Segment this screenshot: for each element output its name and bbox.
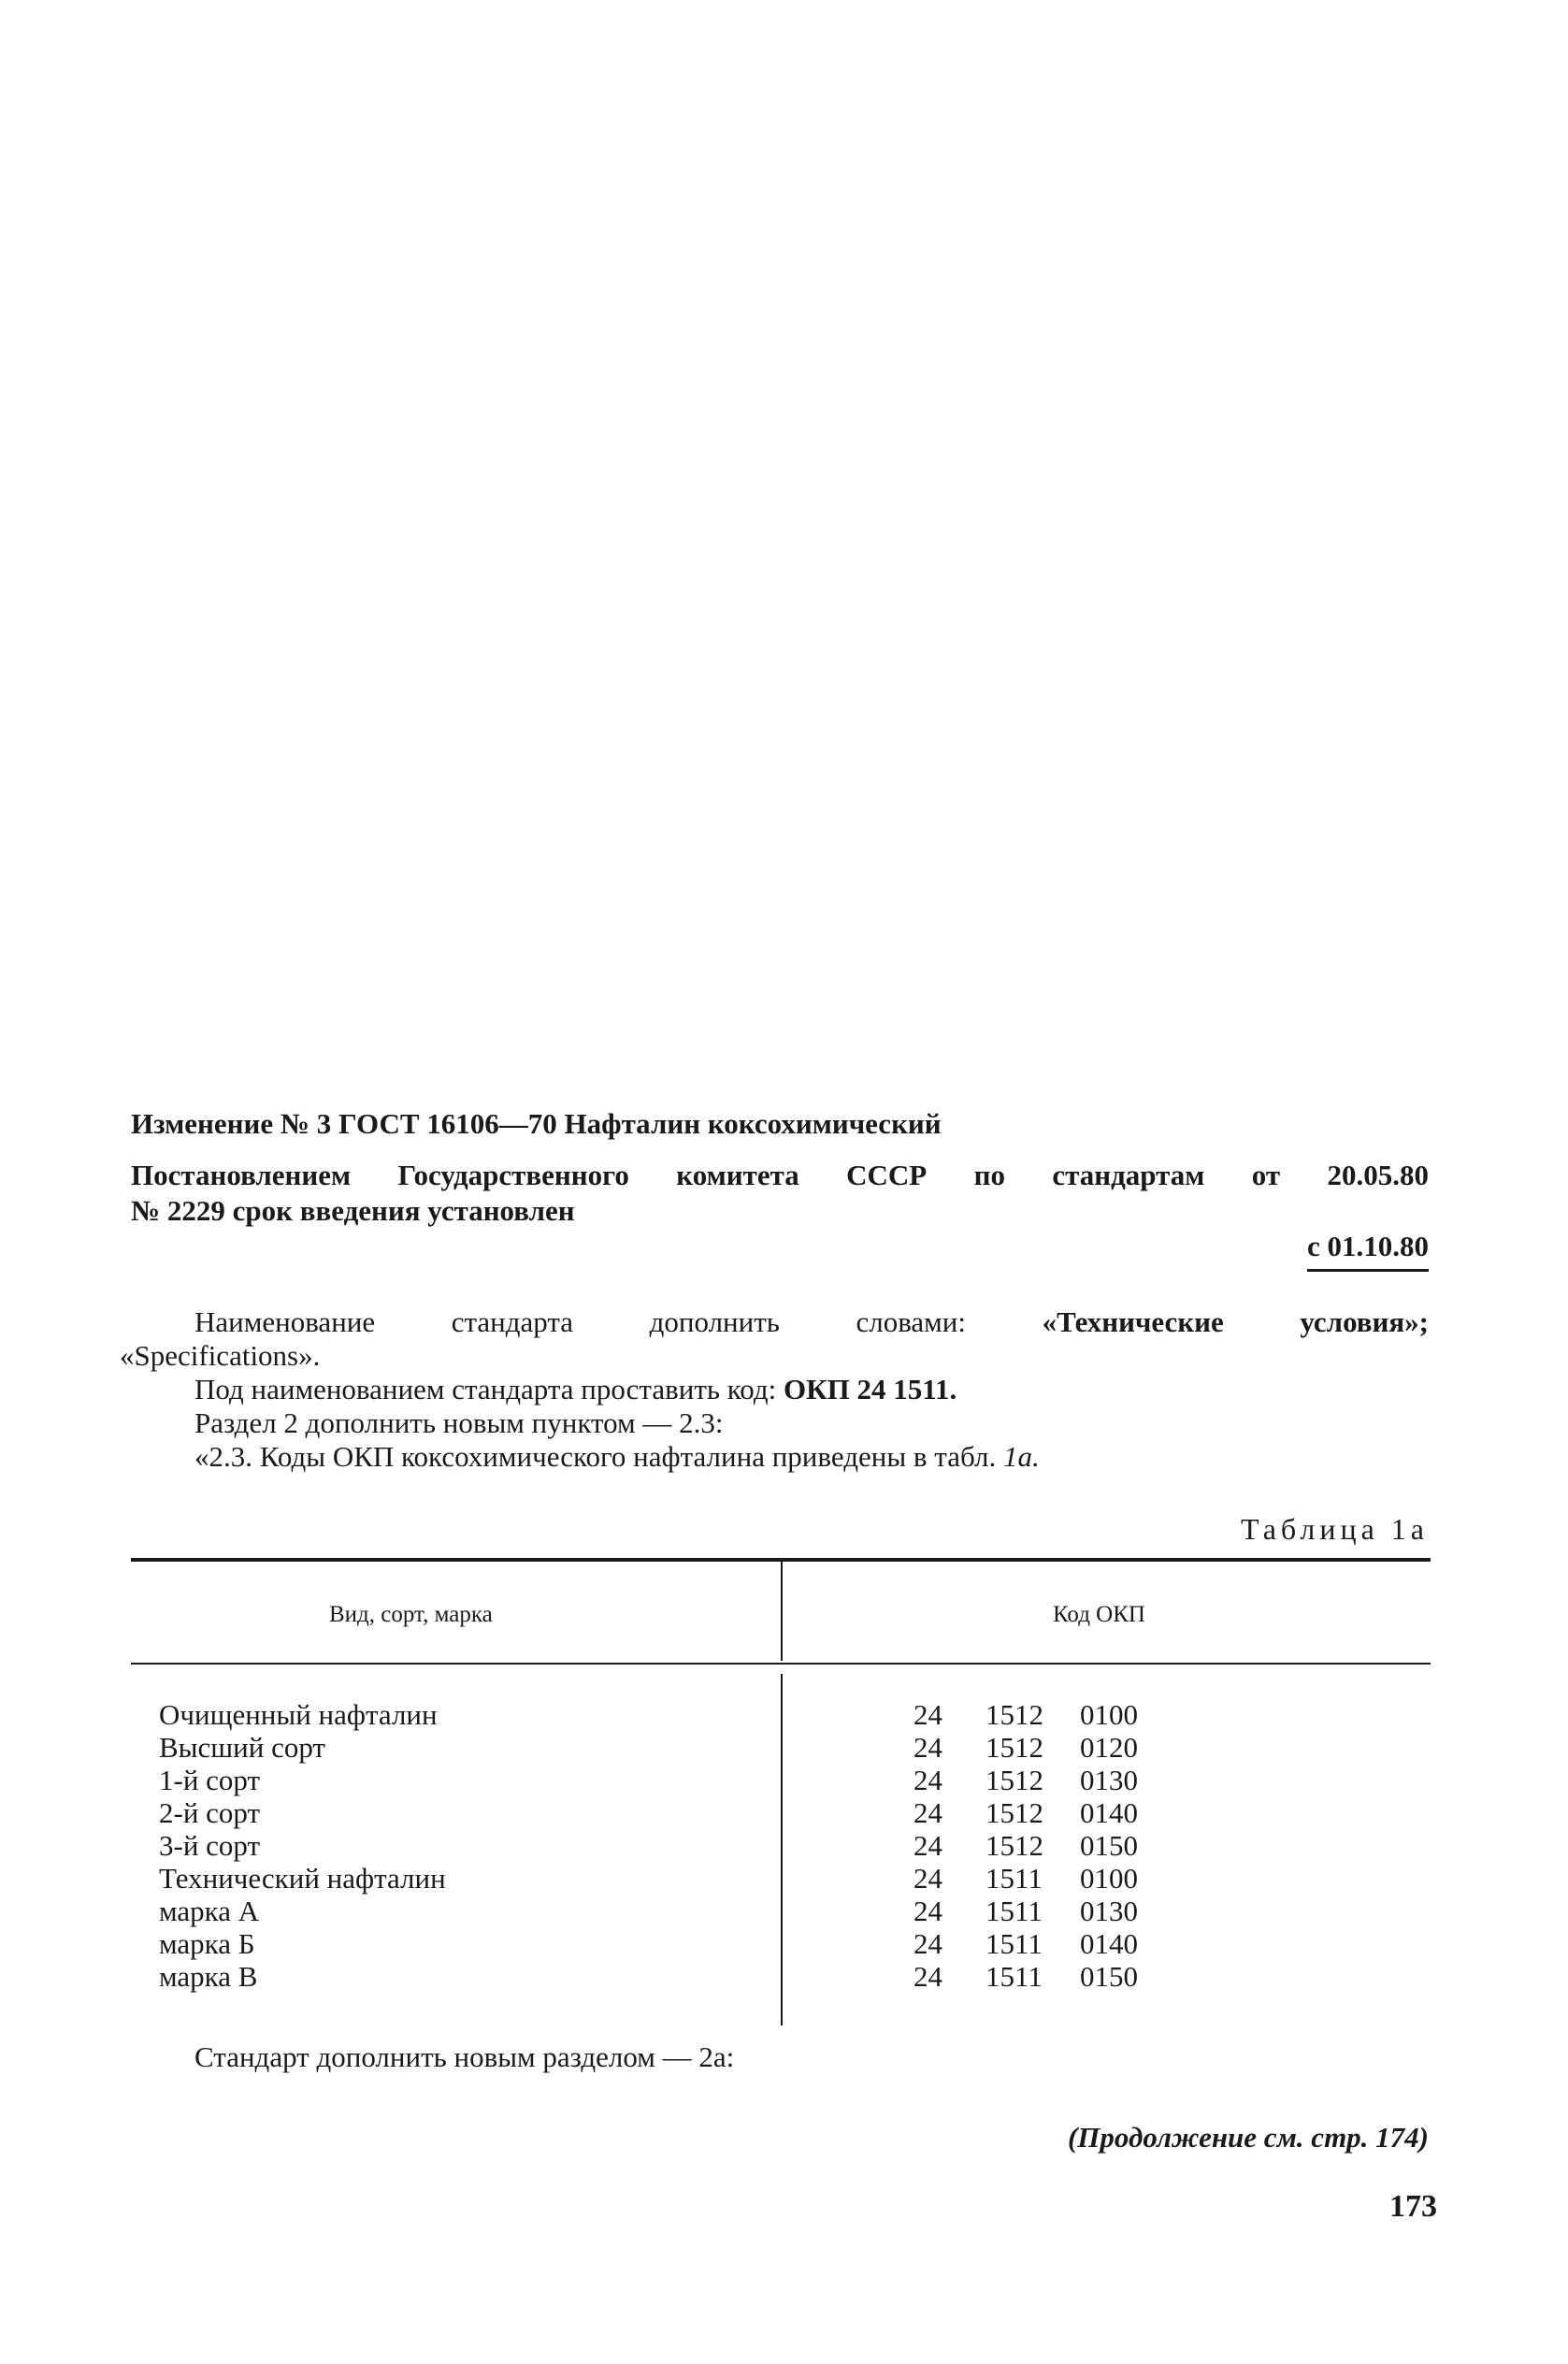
decree-line-2: № 2229 срок введения установлен — [131, 1194, 575, 1227]
table-row-code-part: 1512 — [985, 1829, 1043, 1862]
decree-block — [131, 1158, 1429, 1229]
table-row-code-part: 1512 — [985, 1698, 1043, 1731]
column-divider-header — [781, 1562, 783, 1661]
table-row-code-part: 0150 — [1080, 1960, 1138, 1993]
decree-word: комитета — [676, 1159, 799, 1191]
table-row-name: 1-й сорт — [159, 1764, 261, 1796]
column-divider-body — [781, 1674, 783, 2025]
decree-line-1 — [131, 1158, 1429, 1193]
table-row-name: Технический нафталин — [159, 1862, 446, 1895]
table-row-code-part: 1512 — [985, 1764, 1043, 1796]
table-row-code-part: 0120 — [1080, 1731, 1138, 1764]
table-row-code-part: 24 — [913, 1796, 942, 1829]
table-row-code-part: 1512 — [985, 1796, 1043, 1829]
p1-word: стандарта — [451, 1305, 574, 1338]
table-row-code-part: 1511 — [985, 1927, 1043, 1960]
amendment-title: Изменение № 3 ГОСТ 16106—70 Нафталин коксохимический — [131, 1107, 942, 1140]
table-header-name: Вид, сорт, марка — [329, 1602, 493, 1627]
decree-word: 20.05.80 — [1327, 1159, 1429, 1191]
paragraph-4 — [194, 1440, 1040, 1474]
page-number: 173 — [1389, 2189, 1437, 2224]
decree-word: от — [1251, 1159, 1281, 1191]
table-row-name: марка А — [159, 1895, 260, 1927]
table-row-name: 2-й сорт — [159, 1796, 261, 1829]
table-row-name: Высший сорт — [159, 1731, 325, 1764]
table-row-code-part: 24 — [913, 1764, 942, 1796]
table-row-code-part: 24 — [913, 1731, 942, 1764]
table-row-name: марка Б — [159, 1927, 255, 1960]
table-row-code-part: 24 — [913, 1829, 942, 1862]
table-row-code-part: 24 — [913, 1698, 942, 1731]
table-row-name: 3-й сорт — [159, 1829, 261, 1862]
table-row-code-part: 24 — [913, 1927, 942, 1960]
p1-word: словами: — [856, 1305, 967, 1338]
paragraph-1-line-2: «Specifications». — [120, 1339, 321, 1372]
table-row-code-part: 0150 — [1080, 1829, 1138, 1862]
effective-date: с 01.10.80 — [1307, 1230, 1429, 1272]
continuation-note: (Продолжение см. стр. 174) — [1067, 2121, 1429, 2154]
table-caption: Таблица 1а — [1240, 1512, 1429, 1546]
table-row-code-part: 1511 — [985, 1960, 1043, 1993]
table-row-code-part: 0130 — [1080, 1764, 1138, 1796]
table-row-code-part: 0100 — [1080, 1698, 1138, 1731]
p1-word: «Технические — [1042, 1305, 1224, 1338]
table-row-code-part: 1511 — [985, 1895, 1043, 1927]
p1-word: Наименование — [194, 1305, 376, 1338]
table-header-code: Код ОКП — [1053, 1602, 1145, 1627]
table-row-code-part: 24 — [913, 1895, 942, 1927]
table-row-name: марка В — [159, 1960, 258, 1993]
table-row-code-part: 1511 — [985, 1862, 1043, 1895]
table-row-code-part: 0140 — [1080, 1927, 1138, 1960]
paragraph-3: Раздел 2 дополнить новым пунктом — 2.3: — [194, 1406, 724, 1439]
decree-word: стандартам — [1052, 1159, 1205, 1191]
table-row-code-part: 24 — [913, 1862, 942, 1895]
table-row-code-part: 24 — [913, 1960, 942, 1993]
p4-text: «2.3. Коды ОКП коксохимического нафталина приведены в табл. — [194, 1440, 997, 1473]
p2-text: Под наименованием стандарта проставить код: — [194, 1373, 777, 1405]
decree-word: по — [973, 1159, 1005, 1191]
table-row-code-part: 0100 — [1080, 1862, 1138, 1895]
decree-word: Государственного — [397, 1159, 629, 1191]
table-row-code-part: 1512 — [985, 1731, 1043, 1764]
p1-word: дополнить — [649, 1305, 780, 1338]
table-header-rule — [131, 1663, 1431, 1665]
p1-word: условия»; — [1300, 1305, 1429, 1338]
p4-ref: 1а. — [1002, 1440, 1040, 1473]
p2-code: ОКП 24 1511. — [784, 1373, 957, 1405]
table-row-name: Очищенный нафталин — [159, 1698, 438, 1731]
paragraph-2 — [194, 1373, 957, 1406]
closing-paragraph: Стандарт дополнить новым разделом — 2а: — [194, 2040, 735, 2073]
decree-word: Постановлением — [131, 1159, 352, 1191]
paragraph-1-line-1 — [194, 1305, 1429, 1339]
table-row-code-part: 0130 — [1080, 1895, 1138, 1927]
table-row-code-part: 0140 — [1080, 1796, 1138, 1829]
decree-word: СССР — [846, 1159, 928, 1191]
